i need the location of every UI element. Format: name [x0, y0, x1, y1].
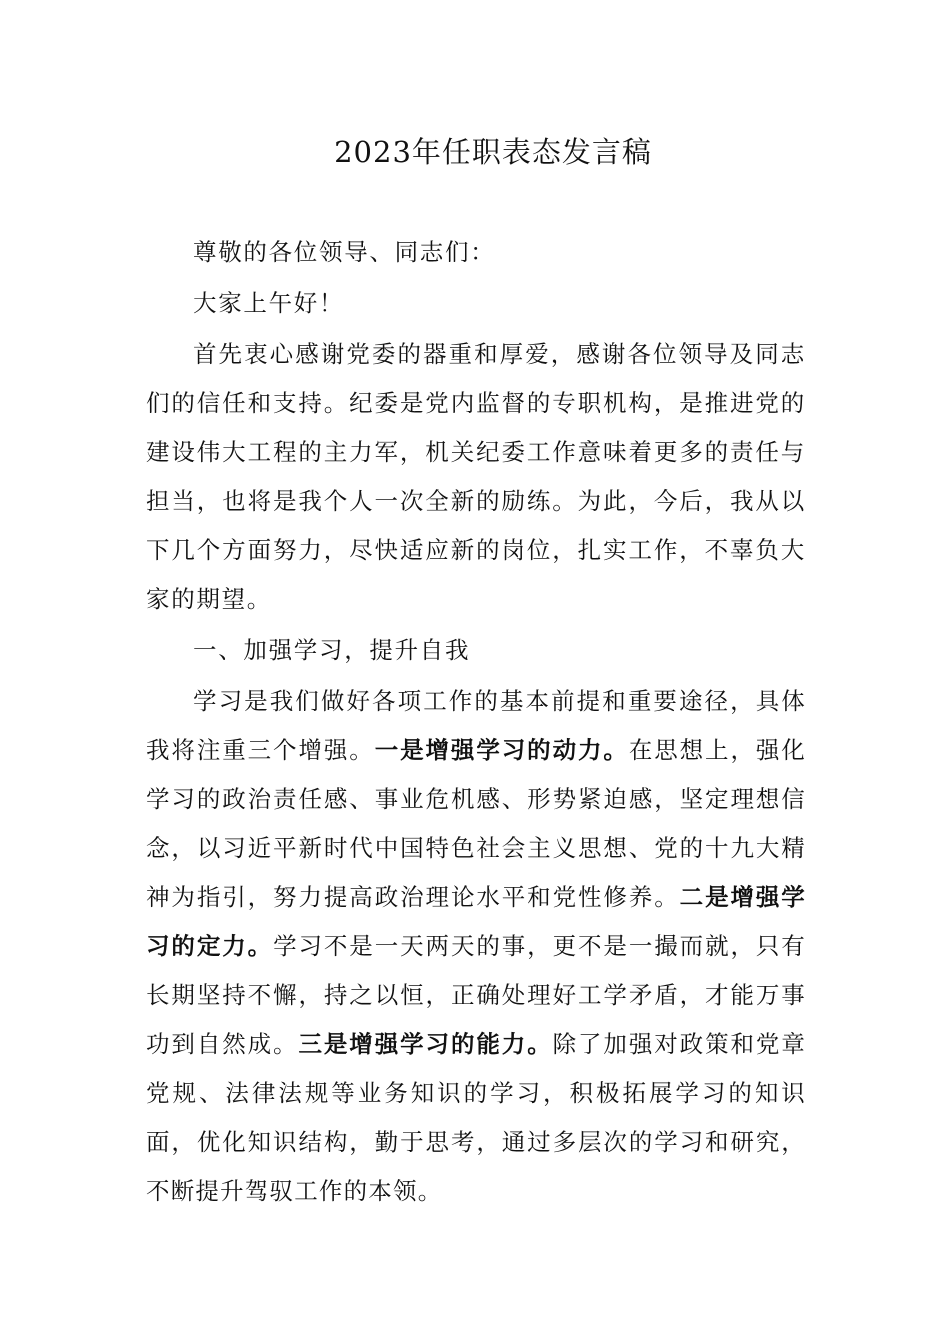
point-one-text: 在思想上，强化学习的政治责任感、事业危机感、形势紧迫感，坚定理想信念，以习近平新时代中国特色社会主义思想、党的十九大精神为指引，努力提高政治理论水平和党性修养。 [146, 736, 806, 911]
point-three-text: 除了加强对政策和党章党规、法律法规等业务知识的学习，积极拓展学习的知识面，优化知识结构，勤于思考，通过多层次的学习和研究，不断提升驾驭工作的本领。 [146, 1030, 807, 1205]
section-heading: 一、加强学习，提升自我 [193, 636, 471, 664]
section-paragraph [146, 677, 806, 1216]
point-three-heading: 三是增强学习的能力。 [298, 1030, 553, 1058]
point-two-heading: 二是增强学习的定力。 [146, 883, 807, 960]
document-title: 2023年任职表态发言稿 [334, 135, 652, 169]
intro-paragraph: 首先衷心感谢党委的器重和厚爱，感谢各位领导及同志们的信任和支持。纪委是党内监督的专职机构，是推进党的建设伟大工程的主力军，机关纪委工作意味着更多的责任与担当，也将是我个人一次全新的励练。为此，今后，我从以下几个方面努力，尽快适应新的岗位，扎实工作，不辜负大家的期望。 [146, 340, 806, 613]
point-one-heading: 一是增强学习的动力。 [374, 736, 629, 764]
point-two-text: 学习不是一天两天的事，更不是一撮而就，只有长期坚持不懈，持之以恒，正确处理好工学矛盾，才能万事功到自然成。 [146, 932, 806, 1058]
salutation: 尊敬的各位领导、同志们： [193, 238, 496, 266]
section-lead: 学习是我们做好各项工作的基本前提和重要途径，具体我将注重三个增强。 [146, 687, 806, 764]
document-body [146, 228, 806, 1218]
greeting: 大家上午好！ [193, 289, 345, 317]
